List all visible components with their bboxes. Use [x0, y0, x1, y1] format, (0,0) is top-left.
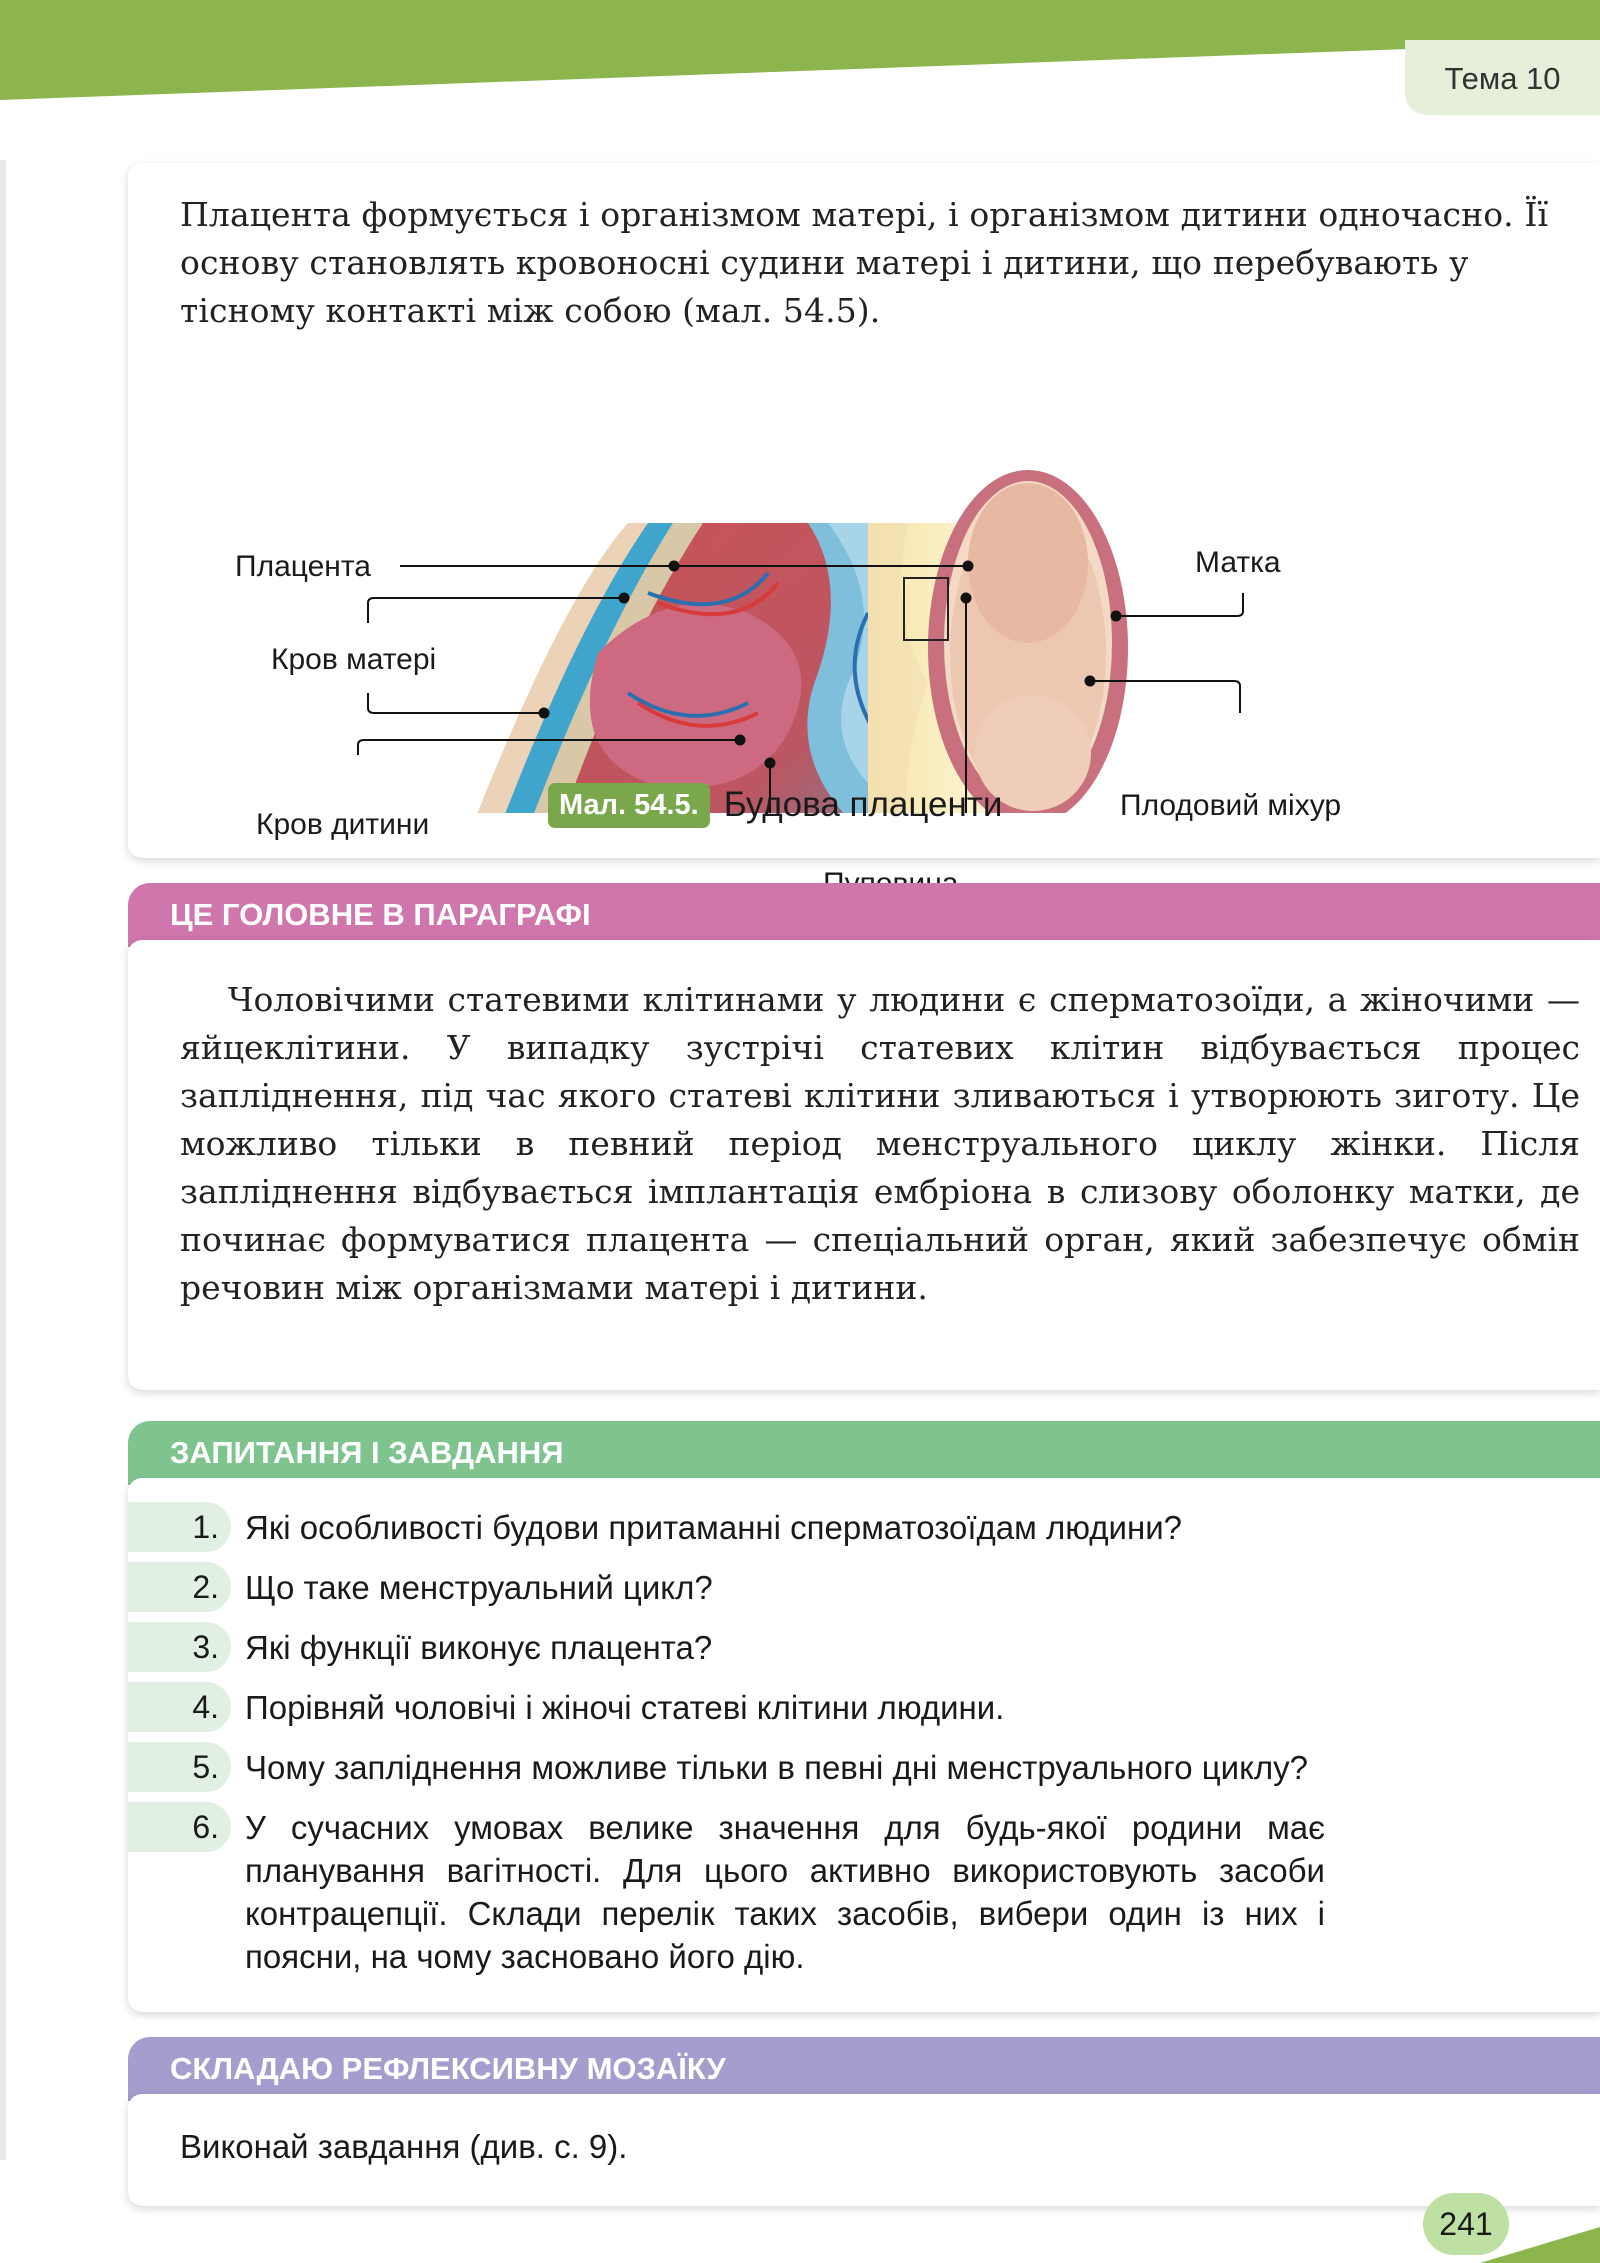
- placenta-figure: [128, 353, 1600, 841]
- summary-heading: ЦЕ ГОЛОВНЕ В ПАРАГРАФІ: [128, 883, 1600, 947]
- question-number: 5.: [128, 1742, 231, 1792]
- question-text: Порівняй чоловічі і жіночі статеві клітини людини.: [245, 1689, 1005, 1726]
- question-number: 1.: [128, 1502, 231, 1552]
- page-number: 241: [1423, 2193, 1509, 2255]
- label-amniotic-sac: Плодовий міхур: [1120, 789, 1342, 822]
- question-text: Які функції виконує плацента?: [245, 1629, 713, 1666]
- top-banner: [0, 0, 1600, 110]
- intro-paragraph: Плацента формується і організмом матері, і організмом дитини одночасно. Її основу становлять кровоносні судини матері і дитини, що перебувають у тісному контакті між собою (мал. 54.5).: [180, 195, 1549, 330]
- question-text: Що таке менструальний цикл?: [245, 1569, 713, 1606]
- summary-paragraph: Чоловічими статевими клітинами у людини є сперматозоїди, а жіночими — яйцеклітини. У випадку зустрічі статевих клітин відбувається процес запліднення, під час якого статеві клітини зливаються і утворюють зиготу. Це можливо тільки в певний період менструального циклу жінки. Після запліднення відбувається імплантація ембріона в слизову оболонку матки, де починає формуватися плацента — спеціальний орган, який забезпечує обмін речовин між організмами матері і дитини.: [180, 980, 1580, 1307]
- label-child-blood: Кров дитини: [256, 808, 430, 841]
- question-number: 3.: [128, 1622, 231, 1672]
- question-item: [128, 1802, 1600, 1978]
- topic-tab: Тема 10: [1405, 40, 1600, 115]
- label-uterus: Матка: [1195, 546, 1281, 579]
- question-item: [128, 1562, 1600, 1612]
- question-text: Чому запліднення можливе тільки в певні дні менструального циклу?: [245, 1749, 1308, 1786]
- question-number: 6.: [128, 1802, 231, 1852]
- question-text: У сучасних умовах велике значення для будь-якої родини має планування вагітності. Для цього активно використовують засоби контрацепції. Склади перелік таких засобів, вибери один із них і поясни, на чому засновано його дію.: [245, 1809, 1325, 1975]
- questions-list: [128, 1502, 1600, 1988]
- margin-rule: [0, 160, 6, 2160]
- label-placenta: Плацента: [235, 550, 371, 583]
- question-item: [128, 1742, 1600, 1792]
- questions-card: [128, 1478, 1600, 2012]
- figure-caption-text: Будова плаценти: [723, 785, 1003, 824]
- figure-number-badge: Мал. 54.5.: [548, 783, 710, 828]
- question-text: Які особливості будови притаманні сперматозоїдам людини?: [245, 1509, 1182, 1546]
- mosaic-heading: СКЛАДАЮ РЕФЛЕКСИВНУ МОЗАЇКУ: [128, 2037, 1600, 2101]
- intro-card: [128, 163, 1600, 858]
- question-number: 2.: [128, 1562, 231, 1612]
- question-number: 4.: [128, 1682, 231, 1732]
- mosaic-card: [128, 2094, 1600, 2206]
- mosaic-text: Виконай завдання (див. с. 9).: [180, 2128, 628, 2165]
- figure-caption: [548, 780, 1002, 830]
- question-item: [128, 1622, 1600, 1672]
- questions-heading: ЗАПИТАННЯ І ЗАВДАННЯ: [128, 1421, 1600, 1485]
- question-item: [128, 1502, 1600, 1552]
- question-item: [128, 1682, 1600, 1732]
- label-mother-blood: Кров матері: [271, 643, 437, 676]
- summary-card: [128, 940, 1600, 1390]
